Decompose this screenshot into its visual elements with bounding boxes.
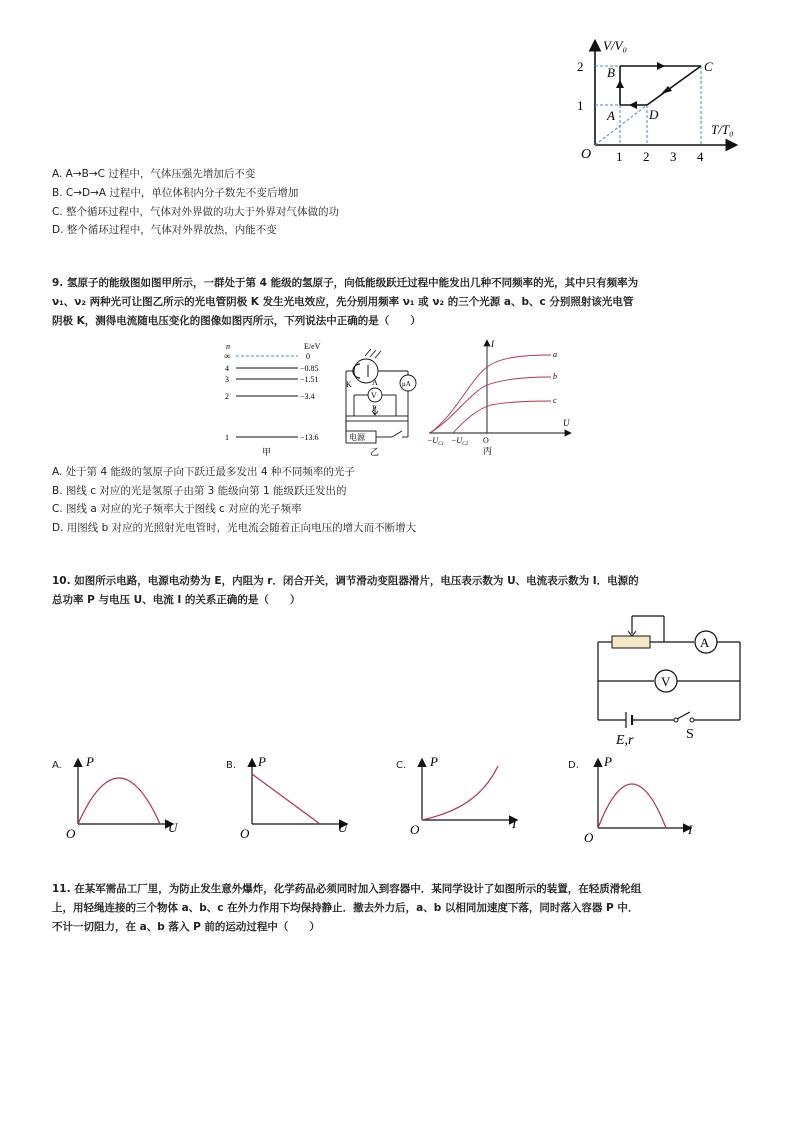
q9-level-2-n: 2	[225, 392, 229, 401]
q10-ammeter-label: A	[700, 635, 710, 650]
q9-iv-u-label: U	[563, 418, 570, 428]
q9-level-inf-n: ∞	[224, 351, 231, 361]
q10-option-a-curve	[78, 778, 160, 824]
q9-voltmeter-label: V	[371, 391, 377, 400]
svg-text:−UC2	[451, 436, 469, 447]
q10-option-d-graph[interactable]	[582, 752, 702, 847]
q10-option-a-graph[interactable]	[64, 752, 184, 842]
q10-option-c-graph[interactable]	[408, 752, 528, 842]
q10-option-d-label[interactable]: D.	[568, 760, 579, 771]
q10-option-b-x: U	[338, 820, 348, 835]
q11-stem-line1: 11. 在某军需品工厂里，为防止发生意外爆炸，化学药品必须同时加入到容器中．某同学设计了如图所示的装置，在轻质滑轮组	[52, 883, 642, 895]
q8-ytick-1: 1	[577, 98, 584, 113]
q10-stem-line1: 10. 如图所示电路，电源电动势为 E，内阻为 r．闭合开关，调节滑动变阻器滑片，电压表示数为 U、电流表示数为 I．电源的	[52, 575, 639, 587]
q8-y-label: V/V₀	[603, 38, 628, 53]
q10-option-b-line	[252, 774, 320, 824]
q10-option-a-x: U	[168, 820, 178, 835]
q9-level-2-e: −3.4	[300, 392, 315, 401]
q9-uc1-subscript: C1	[438, 442, 445, 447]
q9-option-d[interactable]: D. 用图线 b 对应的光照射光电管时，光电流会随着正向电压的增大而不断增大	[52, 522, 417, 534]
q10-option-d-y: P	[604, 754, 612, 769]
q9-caption-jia: 甲	[262, 447, 272, 457]
q8-option-d[interactable]: D. 整个循环过程中，气体对外界放热，内能不变	[52, 224, 277, 236]
q8-xtick-2: 2	[643, 149, 650, 164]
q9-uc1-label: −U	[427, 436, 439, 445]
q9-level-1-n: 1	[225, 433, 229, 442]
q9-option-b[interactable]: B. 图线 c 对应的光是氢原子由第 3 能级向第 1 能级跃迁发出的	[52, 485, 347, 497]
q9-caption-yi: 乙	[370, 447, 380, 457]
q10-option-c-curve	[422, 766, 498, 820]
q10-option-d-curve	[598, 784, 666, 828]
q8-ytick-2: 2	[577, 59, 584, 74]
q11-stem-line2: 上，用轻绳连接的三个物体 a、b、c 在外力作用下均保持静止．撤去外力后，a、b 以相同加速度下落，同时落入容器 P 中．	[52, 902, 639, 914]
q10-switch-label: S	[686, 727, 694, 742]
q9-e-label: E/eV	[304, 342, 321, 351]
q9-iv-i-label: I	[491, 339, 494, 349]
q8-xtick-3: 3	[670, 149, 677, 164]
q9-curve-a-label: a	[553, 350, 557, 359]
q9-level-3-e: −1.51	[300, 375, 319, 384]
q10-option-a-label[interactable]: A.	[52, 760, 62, 771]
q10-option-b-y: P	[258, 754, 266, 769]
q10-option-d-origin: O	[584, 830, 594, 845]
q8-point-b: B	[607, 65, 615, 80]
q10-circuit	[590, 606, 750, 746]
q8-origin: O	[581, 147, 592, 162]
q9-curve-c-label: c	[553, 396, 557, 405]
q9-level-3-n: 3	[225, 375, 229, 384]
svg-text:−UC1	[427, 436, 444, 447]
q9-slider-label: P	[372, 404, 377, 413]
q8-point-c: C	[704, 59, 713, 74]
q9-level-4-e: −0.85	[300, 364, 319, 373]
q8-vt-graph	[565, 30, 765, 175]
q10-source-label: E,r	[616, 733, 634, 746]
q10-option-b-graph[interactable]	[238, 752, 358, 842]
q8-xtick-4: 4	[697, 149, 704, 164]
q9-uc2-subscript: C2	[462, 442, 469, 447]
q9-stem-line2: ν₁、ν₂ 两种光可让图乙所示的光电管阴极 K 发生光电效应，先分别用频率 ν₁ 或 ν₂ 的三个光源 a、b、c 分别照射该光电管	[52, 296, 634, 308]
q10-option-c-origin: O	[410, 822, 420, 837]
q9-n-label: n	[226, 342, 230, 351]
q10-option-c-x: I	[512, 816, 517, 831]
q9-power-source-label: 电源	[349, 433, 365, 442]
q9-option-c[interactable]: C. 图线 a 对应的光子频率大于图线 c 对应的光子频率	[52, 503, 302, 515]
q10-option-b-label[interactable]: B.	[226, 760, 237, 771]
q10-option-b-origin: O	[240, 826, 250, 841]
q9-uc2-label: −U	[451, 436, 463, 445]
q9-anode-label: A	[372, 378, 378, 387]
q9-level-4-n: 4	[225, 364, 229, 373]
q9-caption-bing: 丙	[483, 446, 493, 456]
q11-stem-line3: 不计一切阻力，在 a、b 落入 P 前的运动过程中（ ）	[52, 921, 320, 933]
q8-point-d: D	[649, 107, 659, 122]
q10-switch	[677, 712, 690, 719]
q8-option-a[interactable]: A. A→B→C 过程中，气体压强先增加后不变	[52, 168, 256, 180]
q10-voltmeter-label: V	[661, 674, 671, 689]
q10-option-a-y: P	[86, 754, 94, 769]
q8-option-c[interactable]: C. 整个循环过程中，气体对外界做的功大于外界对气体做的功	[52, 206, 340, 218]
q9-curve-c	[453, 401, 551, 433]
q9-stem-line3: 阴极 K，测得电流随电压变化的图像如图丙所示，下列说法中正确的是（ ）	[52, 315, 421, 327]
q10-option-c-y: P	[430, 754, 438, 769]
q10-rheostat	[612, 636, 650, 648]
q9-level-1-e: −13.6	[300, 433, 319, 442]
q10-option-a-origin: O	[66, 826, 76, 841]
q8-point-a: A	[607, 108, 615, 123]
q10-option-d-x: I	[688, 822, 693, 837]
q9-option-a[interactable]: A. 处于第 4 能级的氢原子向下跃迁最多发出 4 种不同频率的光子	[52, 466, 355, 478]
q8-option-b[interactable]: B. C→D→A 过程中，单位体积内分子数先不变后增加	[52, 187, 299, 199]
q9-curve-b-label: b	[553, 372, 557, 381]
q9-iv-graph	[425, 335, 575, 460]
q8-x-label: T/T₀	[711, 122, 734, 137]
q9-curve-a	[430, 355, 551, 433]
q9-level-inf-e: 0	[306, 352, 310, 361]
q8-xtick-1: 1	[616, 149, 623, 164]
q9-phototube-circuit	[338, 345, 428, 460]
q9-iv-origin: O	[483, 436, 489, 445]
q10-stem-line2: 总功率 P 与电压 U、电流 I 的关系正确的是（ ）	[52, 594, 301, 606]
q9-energy-level-diagram	[220, 338, 340, 460]
q10-option-c-label[interactable]: C.	[396, 760, 407, 771]
q9-stem-line1: 9. 氢原子的能级图如图甲所示，一群处于第 4 能级的氢原子，向低能级跃迁过程中能发出几种不同频率的光，其中只有频率为	[52, 277, 639, 289]
q9-microammeter-label: μA	[402, 380, 411, 388]
q9-cathode-label: K	[346, 380, 352, 389]
